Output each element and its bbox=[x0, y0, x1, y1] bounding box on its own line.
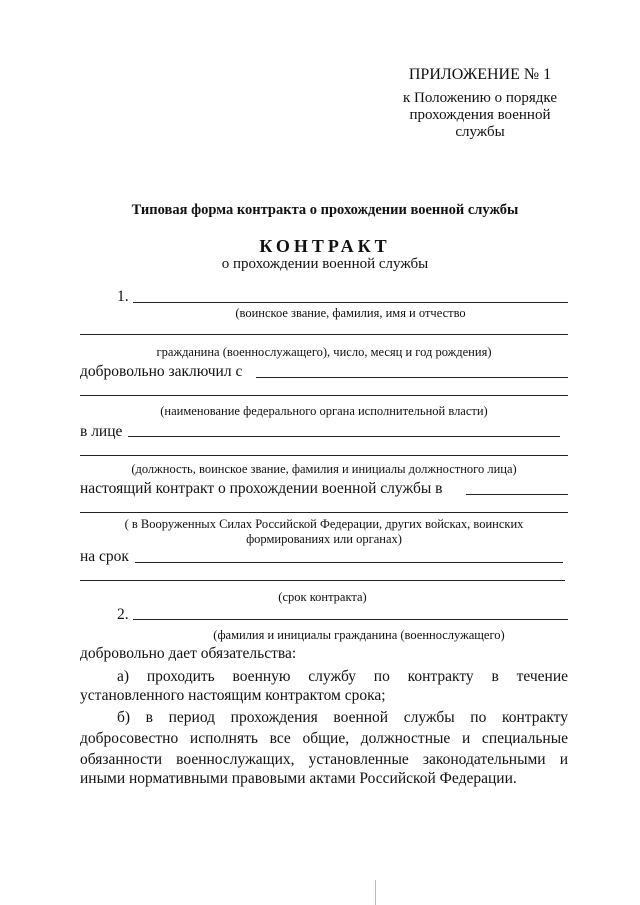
caption-forces bbox=[80, 517, 568, 547]
field-in-person-line[interactable] bbox=[128, 436, 560, 437]
appendix-number: ПРИЛОЖЕНИЕ № 1 bbox=[408, 66, 552, 83]
section-2-number: 2. bbox=[117, 606, 129, 623]
page-edge-mark bbox=[375, 880, 376, 905]
form-title: Типовая форма контракта о прохождении военной службы bbox=[131, 202, 519, 218]
concluded-with-label: добровольно заключил с bbox=[80, 363, 243, 380]
term-label: на срок bbox=[80, 548, 129, 565]
caption-authority: (наименование федерального органа исполнительной власти) bbox=[160, 404, 488, 418]
item-b-line: б) в период прохождения военной службы по контракту bbox=[117, 709, 568, 726]
document-title: КОНТРАКТ bbox=[259, 236, 391, 256]
contract-in-label: настоящий контракт о прохождении военной службы в bbox=[80, 480, 443, 497]
appendix-ref-line: службы bbox=[455, 124, 505, 140]
field-concluded-with-line[interactable] bbox=[256, 377, 568, 378]
item-a-line: установленного настоящим контрактом срока; bbox=[80, 687, 386, 704]
caption-citizen-name: (фамилия и инициалы гражданина (военнослужащего) bbox=[213, 628, 505, 642]
appendix-ref-line: прохождения военной bbox=[409, 107, 551, 123]
document-subtitle: о прохождении военной службы bbox=[221, 256, 429, 272]
caption-forces-line: формированиях или органах) bbox=[246, 532, 402, 546]
caption-birth: гражданина (военнослужащего), число, месяц и год рождения) bbox=[156, 345, 492, 359]
item-b-line: иными нормативными правовыми актами Российской Федерации. bbox=[80, 770, 517, 787]
field-authority-line[interactable] bbox=[80, 395, 568, 396]
caption-forces-line: ( в Вооруженных Силах Российской Федерации, других войсках, воинских bbox=[124, 517, 524, 531]
section-1-number: 1. bbox=[117, 288, 129, 305]
caption-official: (должность, воинское звание, фамилия и инициалы должностного лица) bbox=[131, 462, 517, 476]
in-person-label: в лице bbox=[80, 423, 123, 440]
field-rank-name-line[interactable] bbox=[133, 302, 568, 303]
item-a-line: а) проходить военную службу по контракту в течение bbox=[117, 668, 568, 685]
item-b-line: обязанности военнослужащих, установленные законодательными и bbox=[80, 751, 568, 768]
field-contract-in-line[interactable] bbox=[466, 494, 568, 495]
field-birth-line[interactable] bbox=[80, 334, 568, 335]
field-forces-line[interactable] bbox=[80, 512, 568, 513]
appendix-ref-line: к Положению о порядке bbox=[403, 90, 557, 106]
obligations-intro: добровольно дает обязательства: bbox=[80, 645, 297, 662]
item-b-line: добросовестно исполнять все общие, должностные и специальные bbox=[80, 730, 568, 747]
caption-rank-name: (воинское звание, фамилия, имя и отчество bbox=[235, 306, 466, 320]
field-term-line[interactable] bbox=[135, 562, 563, 563]
appendix-reference bbox=[360, 90, 600, 141]
field-term-line-2[interactable] bbox=[80, 580, 565, 581]
caption-term: (срок контракта) bbox=[278, 590, 367, 604]
field-citizen-name-line[interactable] bbox=[133, 619, 568, 620]
field-official-line[interactable] bbox=[80, 455, 568, 456]
